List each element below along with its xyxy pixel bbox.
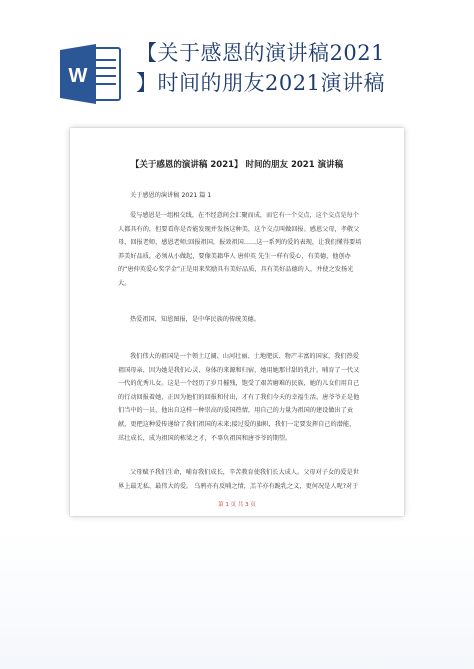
paragraph-line: 界上最无私、最伟大的爱。 乌鸦亦有反哺之情，羔羊亦有跪乳之义，更何况是人呢?对于 — [118, 482, 359, 490]
document-subtitle: 关于感恩的演讲稿 2021 篇 1 — [130, 192, 212, 199]
paragraph-line: 人都具有的，但要看你是否能发现并发扬这种美，这个交点叫做回报。感恩父母，孝敬父 — [118, 225, 360, 233]
paragraph-line: 茁壮成长，成为祖国的栋梁之才，不辜负祖国和唐爷爷的期望。 — [118, 434, 292, 442]
paragraph-line: 的行动回报着她，正因为他们的回报和付出，才有了我们今天的幸福生活。唐爷爷正是他 — [118, 393, 360, 401]
paragraph-line: 养美好品质，必须从小做起，要像美籍华人 唐仲英 先生一样有爱心，有美德，他创办 — [118, 252, 351, 260]
paragraph-2 — [118, 313, 364, 327]
paragraph-line: 爱与感恩是一组相交线，在不经意间会汇聚而成，而它有一个交点，这个交点是每个 — [130, 212, 359, 219]
paragraph-1 — [118, 209, 364, 291]
word-logo-letter: W — [68, 65, 88, 87]
paragraph-line: 祖国母亲，因为她是我们心灵、身体的来源和归宿，她用她那甘甜的乳汁，哺育了一代又 — [118, 366, 360, 374]
page-number: 第 1 页 共 3 页 — [218, 502, 256, 508]
paragraph-line: 献，更把这种爱传递给了我们祖国的未来;接过爱的旗帜，我们一定要发挥自己的潜能、 — [118, 420, 356, 428]
document-title: 【关于感恩的演讲稿 2021】 时间的朋友 2021 演讲稿 — [130, 160, 344, 170]
paragraph-line: 的“唐仲英爱心奖学金”正是用来奖励具有美好品质，具有美好品德的人，并使之发扬光 — [118, 266, 354, 274]
top-banner — [0, 0, 474, 112]
paragraph-line: 我们伟大的祖国是一个领土辽阔、山河壮丽、土地肥沃、物产丰富的国家，我们热爱 — [130, 353, 359, 360]
paragraph-3 — [118, 350, 364, 445]
paragraph-line: 热爱祖国，知恩图报，是中华民族的传统美德。 — [130, 316, 260, 323]
paragraph-line: 父母赋予我们生命，哺育我们成长，辛苦教育使我们长大成人。父母对子女的爱是世 — [130, 469, 359, 476]
document-page[interactable] — [70, 128, 404, 516]
paragraph-line: 大。 — [118, 279, 131, 287]
banner-title-line-2: 】时间的朋友2021演讲稿 — [136, 71, 385, 95]
paragraph-line: 们当中的一员，他出自这样一种崇高的爱国热情，用自己的力量为祖国的建设做出了贡 — [118, 407, 354, 415]
bottom-background — [0, 530, 474, 669]
word-icon — [60, 42, 122, 106]
banner-title-line-1: 【关于感恩的演讲稿2021 — [136, 41, 385, 65]
paragraph-line: 一代的优秀儿女。这是一个经历了岁月摧残，饱受了艰苦磨难的民族，她的儿女们用自己 — [118, 380, 360, 388]
banner-title — [136, 38, 456, 98]
paragraph-4 — [118, 466, 364, 493]
paragraph-line: 母，回报老师，感恩老师;回报祖国，报效祖国……这一系列的爱的表现，让我们懂得要培 — [118, 239, 362, 247]
